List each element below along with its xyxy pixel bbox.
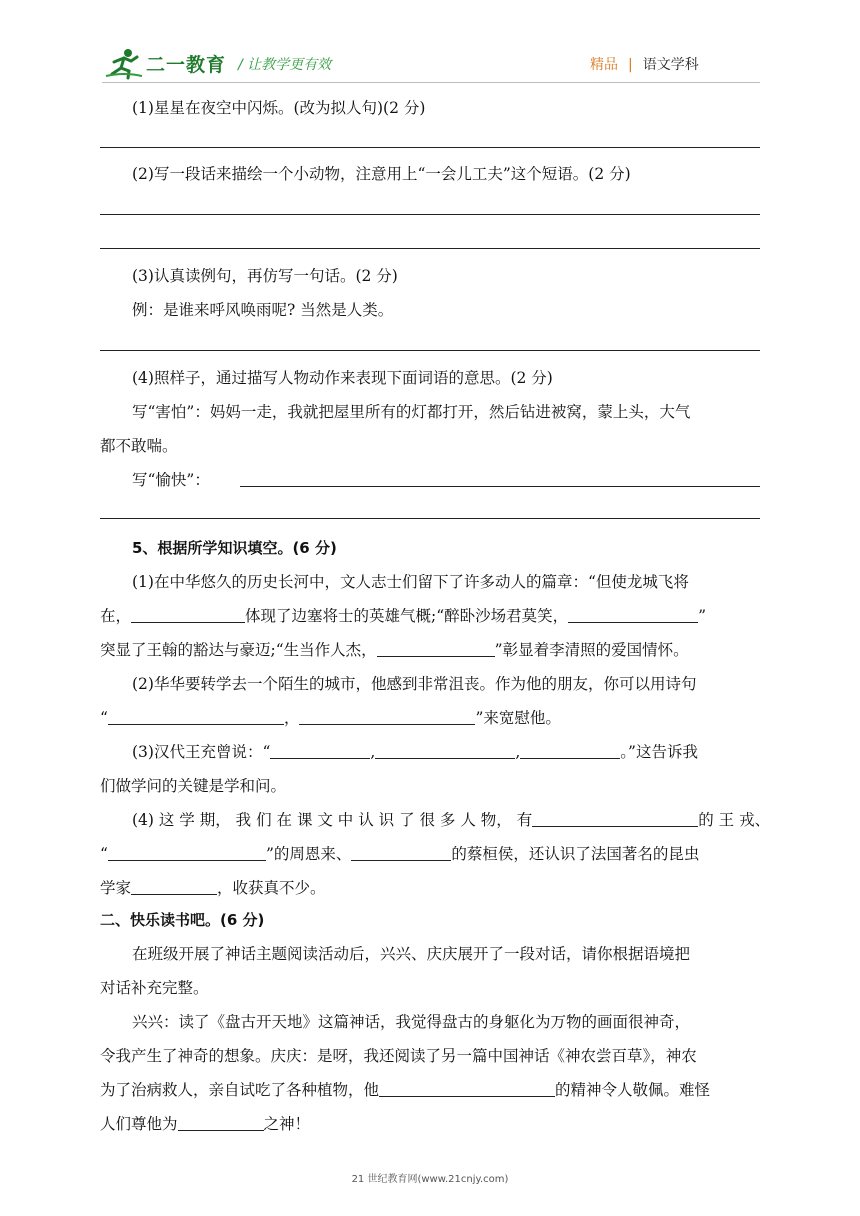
text: 突显了王翰的豁达与豪迈;“生当作人杰， (100, 641, 377, 659)
slogan: / 让教学更有效 (238, 57, 332, 73)
page-footer: 21 世纪教育网(www.21cnjy.com) (351, 1174, 509, 1185)
brand-name: 二一教育 (146, 54, 227, 76)
fill-blank[interactable] (379, 1080, 555, 1097)
text: 体现了边塞将士的英雄气概;“醉卧沙场君莫笑， (245, 607, 569, 625)
runner-logo-icon (104, 46, 144, 80)
q5-title: 5、根据所学知识填空。(6 分) (132, 539, 337, 557)
header-divider (102, 82, 760, 83)
q4-sub3: (3)认真读例句，再仿写一句话。(2 分) (132, 267, 398, 285)
q5-p1-line3 (100, 640, 689, 660)
part2-p2-line2: 令我产生了神奇的想象。庆庆：是呀，我还阅读了另一篇中国神话《神农尝百草》，神农 (100, 1047, 697, 1065)
text: ”来宽慰他。 (475, 709, 561, 727)
text: ”彰显着李清照的爱国情怀。 (494, 641, 689, 659)
quality-label: 精品 (590, 57, 618, 73)
answer-line[interactable] (240, 486, 760, 487)
answer-line[interactable] (100, 214, 760, 215)
text: 的精神令人敬佩。难怪 (555, 1081, 711, 1099)
text: “ (100, 845, 108, 863)
q5-p4-line2 (100, 844, 699, 864)
header-right (590, 54, 699, 74)
fill-blank[interactable] (375, 742, 515, 759)
text: 。”这告诉我 (620, 743, 698, 761)
fill-blank[interactable] (131, 878, 217, 895)
q5-p3-line1 (132, 742, 698, 762)
text: 人们尊他为 (100, 1115, 178, 1133)
text: (3)汉代王充曾说：“ (132, 743, 271, 761)
text: 学家 (100, 879, 132, 897)
q4-sub4-example-cont: 都不敢喘。 (100, 437, 178, 455)
part2-title: 二、快乐读书吧。(6 分) (100, 911, 265, 929)
q4-sub2: (2)写一段话来描绘一个小动物，注意用上“一会儿工夫”这个短语。(2 分) (132, 165, 631, 183)
answer-line[interactable] (100, 248, 760, 249)
part2-p1-line2: 对话补充完整。 (100, 979, 209, 997)
part2-p2-line3 (100, 1080, 710, 1100)
part2-p2-line4 (100, 1114, 310, 1134)
text: 在， (100, 607, 132, 625)
answer-line[interactable] (100, 147, 760, 148)
text: (4) 这 学 期， 我 们 在 课 文 中 认 识 了 很 多 人 物， 有 (132, 811, 533, 829)
answer-line[interactable] (100, 518, 760, 519)
text: 的蔡桓侯，还认识了法国著名的昆虫 (451, 845, 700, 863)
text: 为了治病救人，亲自试吃了各种植物，他 (100, 1081, 380, 1099)
q4-sub4: (4)照样子，通过描写人物动作来表现下面词语的意思。(2 分) (132, 369, 553, 387)
answer-line[interactable] (100, 350, 760, 351)
text: , (370, 743, 376, 761)
text: ，收获真不少。 (217, 879, 326, 897)
q5-p3-line2: 们做学问的关键是学和问。 (100, 777, 287, 795)
fill-blank[interactable] (131, 606, 245, 623)
q4-sub1: (1)星星在夜空中闪烁。(改为拟人句)(2 分) (132, 99, 426, 117)
fill-blank[interactable] (568, 606, 698, 623)
text: “ (100, 709, 108, 727)
text: 之神！ (263, 1115, 311, 1133)
fill-blank[interactable] (270, 742, 370, 759)
part2-p2-line1: 兴兴：读了《盘古开天地》这篇神话，我觉得盘古的身躯化为万物的画面很神奇， (132, 1013, 691, 1031)
text: 的 王 戎、 (698, 811, 771, 829)
q4-sub3-example: 例：是谁来呼风唤雨呢? 当然是人类。 (132, 301, 394, 319)
fill-blank[interactable] (377, 640, 495, 657)
q5-p1-line1: (1)在中华悠久的历史长河中，文人志士们留下了许多动人的篇章：“但使龙城飞将 (132, 573, 689, 591)
text: ” (698, 607, 707, 625)
header-separator: | (628, 57, 633, 73)
q5-p2-line1: (2)华华要转学去一个陌生的城市，他感到非常沮丧。作为他的朋友，你可以用诗句 (132, 675, 697, 693)
part2-p1-line1: 在班级开展了神话主题阅读活动后，兴兴、庆庆展开了一段对话，请你根据语境把 (132, 945, 691, 963)
text: ， (283, 709, 300, 727)
q5-p1-line2 (100, 606, 706, 626)
fill-blank[interactable] (108, 844, 266, 861)
q4-sub4-example: 写“害怕”：妈妈一走，我就把屋里所有的灯都打开，然后钻进被窝，蒙上头，大气 (132, 403, 691, 421)
text: , (515, 743, 521, 761)
fill-blank[interactable] (532, 810, 698, 827)
fill-blank[interactable] (108, 708, 284, 725)
text: ”的周恩来、 (265, 845, 352, 863)
fill-blank[interactable] (351, 844, 451, 861)
q5-p4-line1 (132, 810, 770, 830)
q5-p2-line2 (100, 708, 561, 728)
fill-blank[interactable] (520, 742, 620, 759)
q5-p4-line3 (100, 878, 326, 898)
q4-sub4-task: 写“愉快”： (132, 471, 210, 489)
subject-label: 语文学科 (642, 57, 699, 73)
fill-blank[interactable] (299, 708, 475, 725)
fill-blank[interactable] (178, 1114, 264, 1131)
